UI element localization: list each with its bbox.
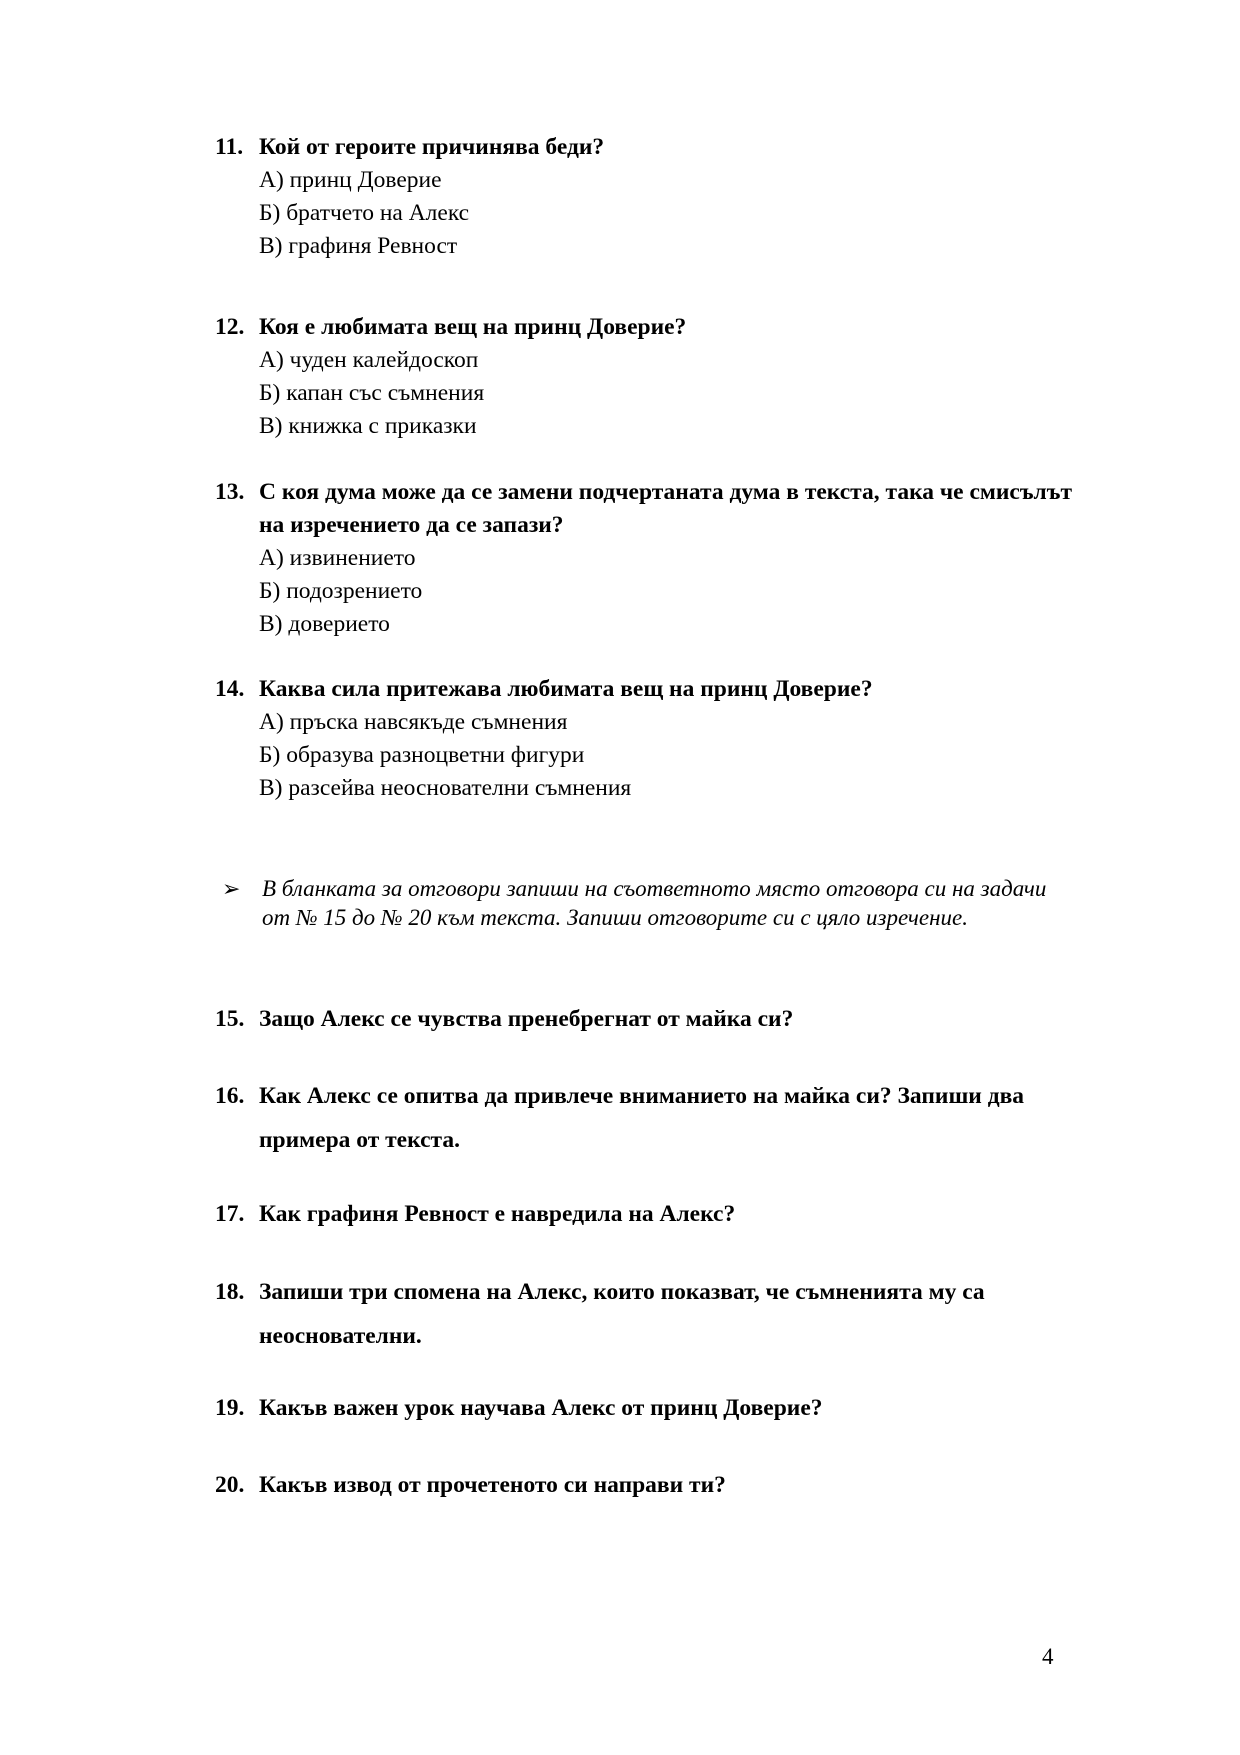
question-number: 16.	[215, 1083, 245, 1109]
answer-option: В) разсейва неоснователни съмнения	[259, 775, 632, 801]
question-number: 19.	[215, 1395, 245, 1421]
question-heading	[215, 1074, 1075, 1162]
question-13	[215, 476, 1075, 641]
answer-options	[215, 706, 1075, 805]
arrowhead-bullet-icon: ➢	[222, 876, 241, 901]
answer-options	[215, 542, 1075, 641]
question-text: Как Алекс се опитва да привлече вниманието на майка си? Запиши два примера от текста.	[259, 1083, 1025, 1153]
question-number: 17.	[215, 1201, 245, 1227]
question-18	[215, 1270, 1075, 1358]
answer-option: В) графиня Ревност	[259, 233, 458, 259]
question-heading	[215, 476, 1075, 542]
question-16	[215, 1074, 1075, 1162]
question-14	[215, 673, 1075, 805]
question-heading	[215, 1469, 1075, 1502]
question-text: С коя дума може да се замени подчертаната дума в текста, така че смисълът на изречението да се запази?	[259, 479, 1072, 538]
question-heading	[215, 1003, 1075, 1036]
question-text: Каква сила притежава любимата вещ на принц Доверие?	[259, 676, 873, 702]
question-number: 12.	[215, 314, 245, 340]
question-text: Защо Алекс се чувства пренебрегнат от майка си?	[259, 1006, 794, 1032]
question-text: Какъв извод от прочетеното си направи ти?	[259, 1472, 726, 1498]
answer-options	[215, 164, 1075, 263]
question-heading	[215, 673, 1075, 706]
question-number: 18.	[215, 1279, 245, 1305]
answer-option: А) чуден калейдоскоп	[259, 347, 479, 373]
question-15	[215, 1003, 1075, 1036]
question-text: Кой от героите причинява беди?	[259, 134, 605, 160]
question-number: 20.	[215, 1472, 245, 1498]
question-number: 14.	[215, 676, 245, 702]
answer-option: А) пръска навсякъде съмнения	[259, 709, 568, 735]
question-17	[215, 1198, 1075, 1231]
question-text: Как графиня Ревност е навредила на Алекс?	[259, 1201, 736, 1227]
answer-option: Б) братчето на Алекс	[259, 200, 470, 226]
answer-option: Б) образува разноцветни фигури	[259, 742, 585, 768]
question-number: 11.	[215, 134, 244, 160]
answer-option: А) принц Доверие	[259, 167, 442, 193]
instruction-text: В бланката за отговори запиши на съответното място отговора си на задачи от № 15 до № 20 към текста. Запиши отговорите си с цяло изречение.	[262, 876, 1047, 930]
question-heading	[215, 131, 1075, 164]
question-heading	[215, 1198, 1075, 1231]
answer-option: А) извинението	[259, 545, 416, 571]
question-text: Запиши три спомена на Алекс, които показват, че съмненията му са неоснователни.	[259, 1279, 985, 1349]
question-heading	[215, 1270, 1075, 1358]
answer-options	[215, 344, 1075, 443]
question-number: 13.	[215, 479, 245, 505]
question-text: Коя е любимата вещ на принц Доверие?	[259, 314, 687, 340]
question-11	[215, 131, 1075, 263]
question-19	[215, 1392, 1075, 1425]
question-number: 15.	[215, 1006, 245, 1032]
answer-option: В) книжка с приказки	[259, 413, 477, 439]
instruction-block	[222, 874, 1062, 932]
answer-option: Б) капан със съмнения	[259, 380, 485, 406]
answer-option: В) доверието	[259, 611, 390, 637]
question-text: Какъв важен урок научава Алекс от принц Доверие?	[259, 1395, 823, 1421]
question-20	[215, 1469, 1075, 1502]
page-number: 4	[1042, 1644, 1054, 1669]
question-heading	[215, 1392, 1075, 1425]
answer-option: Б) подозрението	[259, 578, 423, 604]
question-12	[215, 311, 1075, 443]
question-heading	[215, 311, 1075, 344]
